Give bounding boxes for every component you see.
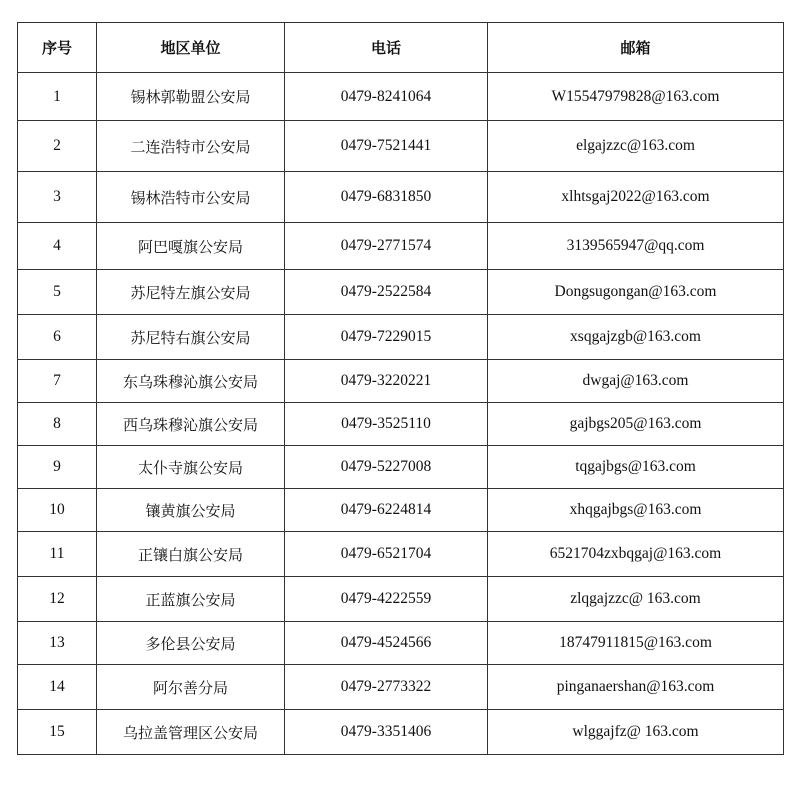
table-row: [18, 622, 784, 665]
table-row: [18, 172, 784, 223]
row-email: pinganaershan@163.com: [488, 665, 784, 710]
row-index: 15: [18, 710, 97, 755]
row-phone: 0479-6831850: [285, 172, 488, 223]
row-phone: 0479-2771574: [285, 223, 488, 270]
row-index: 10: [18, 489, 97, 532]
row-phone: 0479-6224814: [285, 489, 488, 532]
row-index: 6: [18, 315, 97, 360]
row-unit: 锡林郭勒盟公安局: [97, 73, 285, 121]
table-body: [18, 73, 784, 755]
row-unit: 乌拉盖管理区公安局: [97, 710, 285, 755]
row-email: xhqgajbgs@163.com: [488, 489, 784, 532]
row-unit: 阿尔善分局: [97, 665, 285, 710]
row-unit: 西乌珠穆沁旗公安局: [97, 403, 285, 446]
row-index: 7: [18, 360, 97, 403]
row-unit: 多伦县公安局: [97, 622, 285, 665]
row-phone: 0479-2773322: [285, 665, 488, 710]
table-row: [18, 665, 784, 710]
table-row: [18, 710, 784, 755]
row-unit: 正蓝旗公安局: [97, 577, 285, 622]
header-unit: 地区单位: [97, 23, 285, 73]
row-phone: 0479-3525110: [285, 403, 488, 446]
row-unit: 东乌珠穆沁旗公安局: [97, 360, 285, 403]
row-phone: 0479-4524566: [285, 622, 488, 665]
row-index: 9: [18, 446, 97, 489]
row-email: zlqgajzzc@ 163.com: [488, 577, 784, 622]
row-index: 11: [18, 532, 97, 577]
row-email: xsqgajzgb@163.com: [488, 315, 784, 360]
row-unit: 锡林浩特市公安局: [97, 172, 285, 223]
table-row: [18, 73, 784, 121]
table-row: [18, 577, 784, 622]
row-unit: 二连浩特市公安局: [97, 121, 285, 172]
row-unit: 阿巴嘎旗公安局: [97, 223, 285, 270]
table-row: [18, 532, 784, 577]
row-phone: 0479-2522584: [285, 270, 488, 315]
row-email: 6521704zxbqgaj@163.com: [488, 532, 784, 577]
table-row: [18, 360, 784, 403]
row-email: Dongsugongan@163.com: [488, 270, 784, 315]
row-unit: 正镶白旗公安局: [97, 532, 285, 577]
table-row: [18, 223, 784, 270]
row-email: 3139565947@qq.com: [488, 223, 784, 270]
row-index: 5: [18, 270, 97, 315]
row-index: 2: [18, 121, 97, 172]
row-phone: 0479-5227008: [285, 446, 488, 489]
row-index: 4: [18, 223, 97, 270]
row-email: gajbgs205@163.com: [488, 403, 784, 446]
row-phone: 0479-6521704: [285, 532, 488, 577]
row-email: W15547979828@163.com: [488, 73, 784, 121]
table-row: [18, 270, 784, 315]
row-phone: 0479-3220221: [285, 360, 488, 403]
row-phone: 0479-4222559: [285, 577, 488, 622]
row-phone: 0479-7521441: [285, 121, 488, 172]
row-unit: 苏尼特左旗公安局: [97, 270, 285, 315]
table-row: [18, 446, 784, 489]
row-email: wlggajfz@ 163.com: [488, 710, 784, 755]
row-unit: 镶黄旗公安局: [97, 489, 285, 532]
row-email: 18747911815@163.com: [488, 622, 784, 665]
row-email: dwgaj@163.com: [488, 360, 784, 403]
row-index: 8: [18, 403, 97, 446]
header-email: 邮箱: [488, 23, 784, 73]
row-index: 12: [18, 577, 97, 622]
row-phone: 0479-8241064: [285, 73, 488, 121]
header-phone: 电话: [285, 23, 488, 73]
row-unit: 苏尼特右旗公安局: [97, 315, 285, 360]
row-index: 13: [18, 622, 97, 665]
row-index: 14: [18, 665, 97, 710]
row-index: 1: [18, 73, 97, 121]
header-row: [18, 23, 784, 73]
row-email: xlhtsgaj2022@163.com: [488, 172, 784, 223]
row-index: 3: [18, 172, 97, 223]
table-row: [18, 403, 784, 446]
row-email: elgajzzc@163.com: [488, 121, 784, 172]
row-phone: 0479-7229015: [285, 315, 488, 360]
table-row: [18, 121, 784, 172]
table-row: [18, 315, 784, 360]
row-email: tqgajbgs@163.com: [488, 446, 784, 489]
table-row: [18, 489, 784, 532]
row-unit: 太仆寺旗公安局: [97, 446, 285, 489]
header-index: 序号: [18, 23, 97, 73]
row-phone: 0479-3351406: [285, 710, 488, 755]
contact-table: [17, 22, 784, 755]
